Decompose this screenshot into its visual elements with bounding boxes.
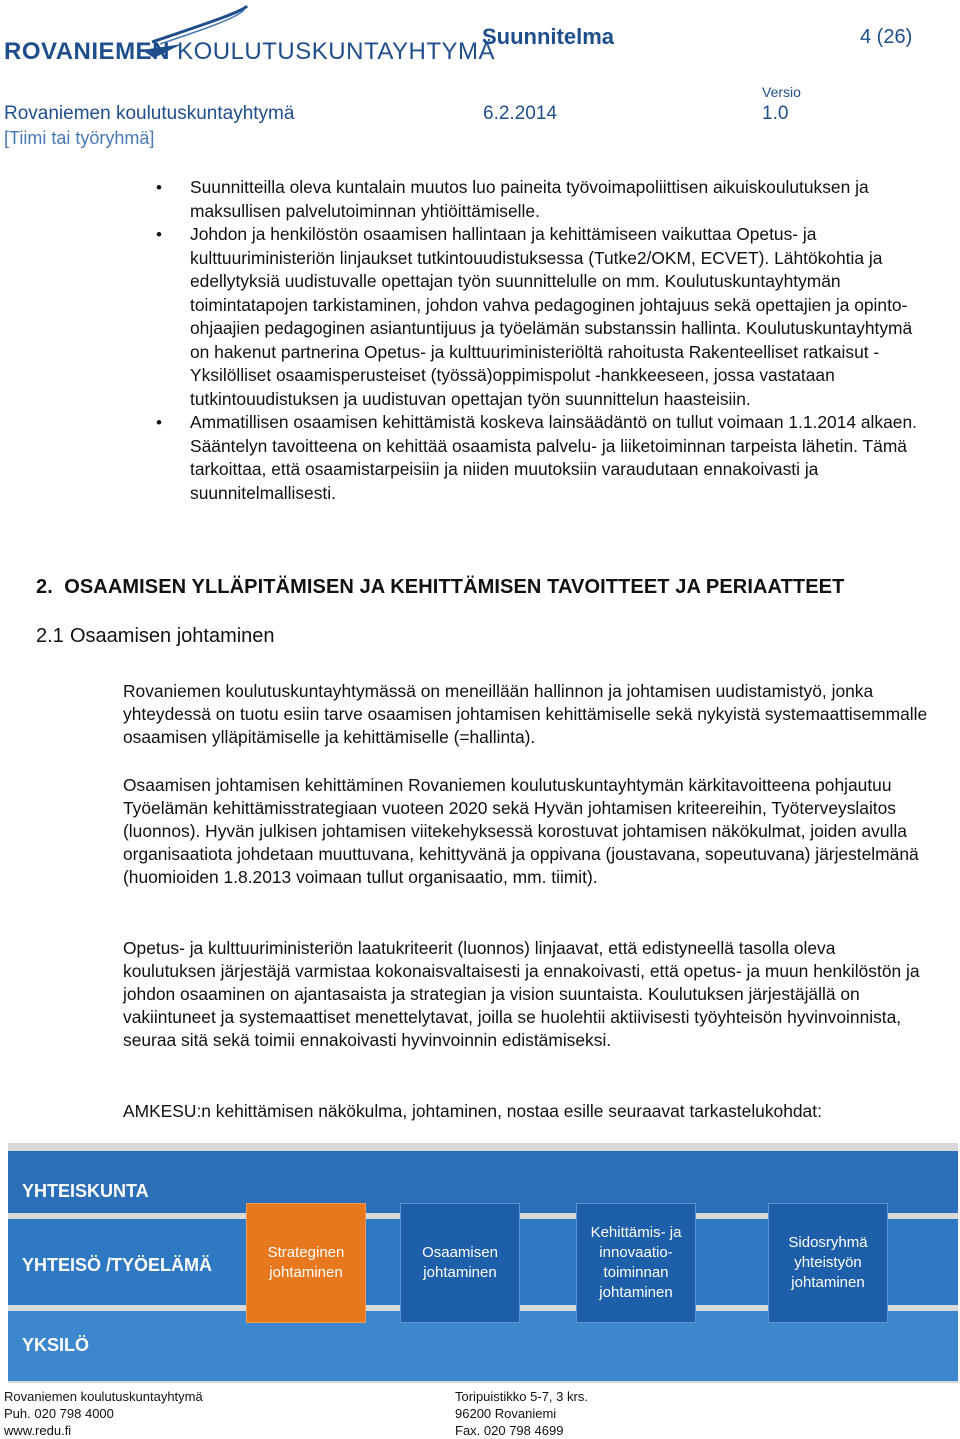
list-item: • Johdon ja henkilöstön osaamisen hallintaan ja kehittämiseen vaikuttaa Opetus- ja kulttuuriministeriön linjaukset tutkintouudistuksessa (Tutke2/OKM, ECVET). Lähtökohtia ja edellytyksiä uudistuvalle opettajan työn suunnittelulle on mm. Koulutuskuntayhtymän toimintatapojen tarkistaminen, johdon vahva pedagoginen johtajuus sekä opettajien ja opinto-ohjaajien pedagoginen asiantuntijuus ja työelämän substanssin hallinta. Koulutuskuntayhtymä on hakenut partnerina Opetus- ja kulttuuriministeriöltä rahoitusta Rakenteelliset ratkaisut - Yksilölliset osaamisperusteiset (työssä)oppimispolut -hankkeeseen, jossa vastataan tutkintouudistuksen ja uudistuvan opettajan työn suunnittelun haasteisiin. (152, 223, 932, 411)
paragraph: AMKESU:n kehittämisen näkökulma, johtaminen, nostaa esille seuraavat tarkastelukohdat: (123, 1101, 822, 1121)
footer-address: Toripuistikko 5-7, 3 krs. (455, 1389, 588, 1404)
box-innovation-leadership: Kehittämis- ja innovaatio-toiminnan johtaminen (576, 1203, 696, 1323)
header-date: 6.2.2014 (483, 103, 557, 124)
bullet-list (152, 176, 932, 505)
version-value: 1.0 (762, 103, 789, 124)
list-item: • Ammatillisen osaamisen kehittämistä koskeva lainsäädäntö on tullut voimaan 1.1.2014 alkaen. Sääntelyn tavoitteena on kehittää osaamista palvelu- ja liiketoiminnan tarpeista lähetin. Tämä tarkoittaa, että osaamistarpeisiin ja niiden muutoksiin varaudutaan ennakoivasti ja suunnitelmallisesti. (152, 411, 932, 505)
paragraph: Osaamisen johtamisen kehittäminen Rovaniemen koulutuskuntayhtymän kärkitavoitteena pohjautuu Työelämän kehittämisstrategiaan vuoteen 2020 sekä Hyvän johtamisen kriteereihin, Työterveyslaitos (luonnos). Hyvän julkisen johtamisen viitekehyksessä korostuvat johtamisen näkökulmat, joiden avulla organisaatiota johdetaan muuttuvana, kehittyvänä ja oppivana (joustavana, sopeutuvana) järjestelmänä (huomioiden 1.8.2013 voimaan tullut organisaatio, mm. tiimit). (123, 775, 919, 887)
subsection-heading (36, 625, 275, 648)
footer-website[interactable]: www.redu.fi (4, 1423, 72, 1438)
box-stakeholder-leadership: Sidosryhmä yhteistyön johtaminen (768, 1203, 888, 1323)
footer-fax: Fax. 020 798 4699 (455, 1423, 564, 1438)
footer-right (455, 1388, 588, 1439)
box-strategic-leadership: Strateginen johtaminen (246, 1203, 366, 1323)
leadership-diagram (8, 1143, 958, 1383)
page-number: 4 (26) (860, 26, 913, 48)
box-competence-leadership: Osaamisen johtaminen (400, 1203, 520, 1323)
version-label: Versio (762, 84, 801, 100)
band-label: YHTEISÖ /TYÖELÄMÄ (22, 1255, 213, 1275)
document-title: Suunnitelma (482, 24, 615, 49)
subsection-number: 2.1 (36, 625, 64, 647)
band-label: YHTEISKUNTA (22, 1181, 149, 1201)
footer-phone: Puh. 020 798 4000 (4, 1406, 114, 1421)
footer-city: 96200 Rovaniemi (455, 1406, 557, 1421)
paragraph: Rovaniemen koulutuskuntayhtymässä on meneillään hallinnon ja johtamisen uudistamistyö, jonka yhteydessä on tuotu esiin tarve osaamisen johtamisen kehittämiselle sekä nykyistä systemaattisemmalle osaamisen ylläpitämiselle ja kehittämiselle (=hallinta). (123, 681, 928, 747)
logo-part1: ROVANIEMEN (4, 38, 170, 65)
section-heading: 2. OSAAMISEN YLLÄPITÄMISEN JA KEHITTÄMISEN TAVOITTEET JA PERIAATTEET (36, 576, 845, 598)
paragraph: Opetus- ja kulttuuriministeriön laatukriteerit (luonnos) linjaavat, että edistyneellä tasolla oleva koulutuksen järjestäjä varmistaa kokonaisvaltaisesti ja ennakoivasti, että opetus- ja muun henkilöstön ja johdon osaaminen on ajantasaista ja strategian ja vision suuntaista. Koulutuksen järjestäjällä on vakiintuneet ja systemaattiset menettelytavat, joilla se huolehtii aktiivisesti työyhteisön hyvinvoinnista, seuraa sitä sekä toimii ennakoivasti hyvinvoinnin edistämiseksi. (123, 938, 920, 1050)
footer-organization: Rovaniemen koulutuskuntayhtymä (4, 1389, 203, 1404)
subsection-title: Osaamisen johtaminen (70, 625, 275, 647)
footer-left (4, 1388, 203, 1439)
organization-logo (2, 0, 496, 80)
header-organization: Rovaniemen koulutuskuntayhtymä (4, 103, 295, 124)
team-placeholder: [Tiimi tai työryhmä] (4, 128, 155, 148)
band-label: YKSILÖ (22, 1335, 90, 1355)
list-item: • Suunnitteilla oleva kuntalain muutos luo paineita työvoimapoliittisen aikuiskoulutuksen ja maksullisen palvelutoiminnan yhtiöittämiselle. (152, 176, 932, 223)
logo-part2: KOULUTUSKUNTAYHTYMÄ (177, 38, 496, 65)
